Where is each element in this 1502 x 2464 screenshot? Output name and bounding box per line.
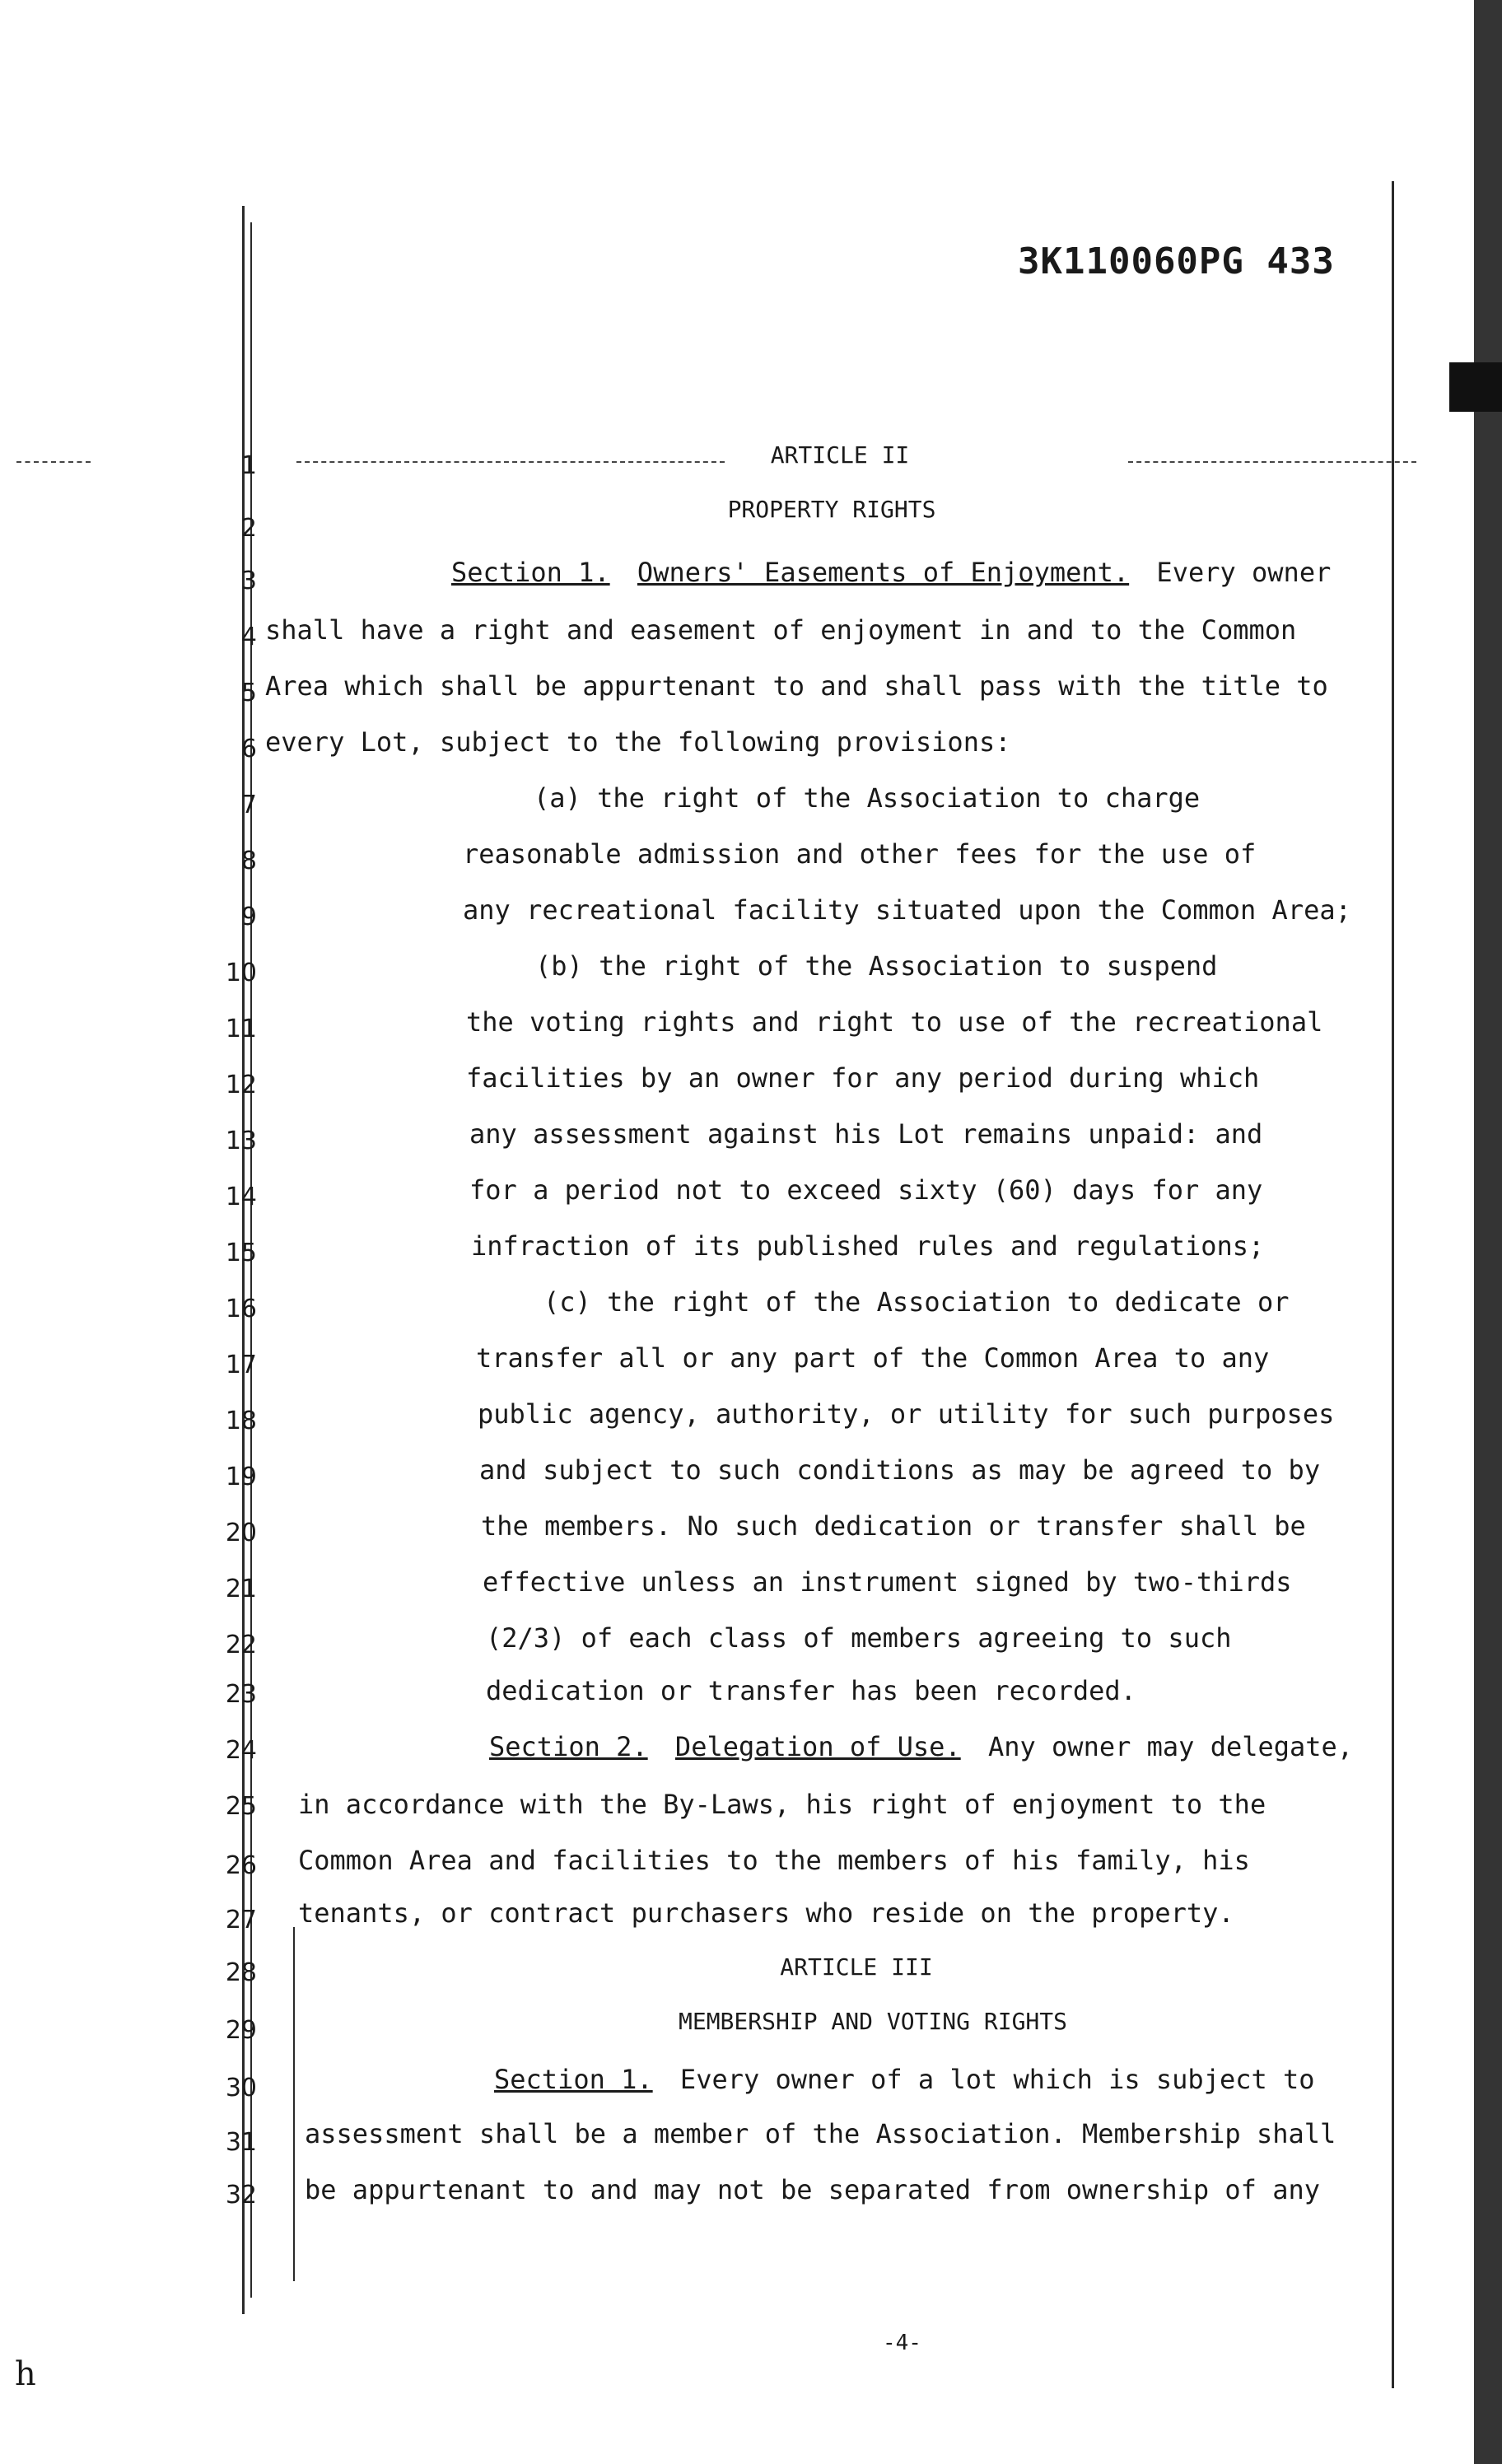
section-1-label: Section 1. (494, 2064, 653, 2095)
provision-a: (a) the right of the Association to charge (534, 782, 1201, 814)
line-number: 11 (225, 1015, 257, 1043)
line-number: 17 (225, 1351, 257, 1379)
section-label (489, 1731, 1353, 1762)
provision-c: (c) the right of the Association to dedicate or (543, 1286, 1290, 1318)
provision-text: any assessment against his Lot remains unpaid: and (469, 1118, 1263, 1150)
line-number: 15 (225, 1239, 257, 1267)
line-number: 9 (240, 903, 257, 931)
right-margin-rule (1392, 181, 1394, 2388)
section-label (494, 2064, 1315, 2095)
paragraph-text: Every owner of a lot which is subject to (679, 2064, 1315, 2095)
line-number: 5 (240, 679, 257, 707)
line-number: 2 (240, 514, 257, 543)
line-number: 12 (225, 1071, 257, 1099)
line-number: 3 (240, 567, 257, 595)
provision-text: for a period not to exceed sixty (60) days for any (469, 1174, 1263, 1206)
provision-text: and subject to such conditions as may be agreed to by (479, 1454, 1321, 1486)
header-dash-right (1128, 461, 1416, 463)
line-number: 25 (225, 1792, 257, 1821)
article-title: PROPERTY RIGHTS (727, 496, 936, 523)
provision-text: infraction of its published rules and regulations; (471, 1230, 1265, 1262)
section-2-title: Delegation of Use. (674, 1731, 961, 1762)
header-dash-left (296, 461, 725, 463)
article-heading: ARTICLE II (770, 441, 910, 469)
provision-text: the voting rights and right to use of the recreational (466, 1006, 1323, 1038)
line-number: 21 (225, 1575, 257, 1603)
line-number: 29 (225, 2016, 257, 2045)
left-edge-dash (16, 461, 91, 463)
line-number: 8 (240, 847, 257, 875)
section-2-label: Section 2. (489, 1731, 648, 1762)
paragraph-text: Any owner may delegate, (987, 1731, 1354, 1762)
line-number: 23 (225, 1680, 257, 1709)
line-number: 7 (240, 791, 257, 819)
section-1-label: Section 1. (451, 557, 610, 588)
paragraph-text: shall have a right and easement of enjoyment in and to the Common (265, 614, 1297, 646)
provision-text: the members. No such dedication or transfer shall be (481, 1510, 1306, 1542)
line-number: 13 (225, 1127, 257, 1155)
provision-text: (2/3) of each class of members agreeing to such (486, 1622, 1232, 1654)
line-number: 26 (225, 1851, 257, 1880)
paragraph-text: Area which shall be appurtenant to and shall pass with the title to (265, 670, 1328, 702)
provision-b: (b) the right of the Association to suspend (535, 950, 1218, 982)
section-1-title: Owners' Easements of Enjoyment. (637, 557, 1130, 588)
provision-text: public agency, authority, or utility for such purposes (478, 1398, 1335, 1430)
line-number: 6 (240, 735, 257, 763)
provision-text: effective unless an instrument signed by two-thirds (483, 1566, 1292, 1598)
section-label (451, 557, 1331, 588)
line-number: 19 (225, 1463, 257, 1491)
article-heading: ARTICLE III (780, 1953, 933, 1981)
line-number: 1 (240, 451, 257, 480)
page-number: -4- (883, 2331, 921, 2355)
margin-mark: h (15, 2355, 36, 2393)
paragraph-text: Common Area and facilities to the members of his family, his (298, 1845, 1250, 1876)
line-number: 18 (225, 1407, 257, 1435)
provision-text: transfer all or any part of the Common Area to any (476, 1342, 1270, 1374)
line-number: 30 (225, 2074, 257, 2102)
line-number: 24 (225, 1736, 257, 1765)
line-number: 20 (225, 1519, 257, 1547)
provision-text: reasonable admission and other fees for the use of (463, 838, 1257, 870)
paragraph-text: be appurtenant to and may not be separated from ownership of any (305, 2174, 1320, 2205)
line-number: 22 (225, 1631, 257, 1659)
line-number: 16 (225, 1295, 257, 1323)
paragraph-text: tenants, or contract purchasers who reside on the property. (298, 1897, 1234, 1929)
provision-text: dedication or transfer has been recorded. (486, 1675, 1136, 1706)
paragraph-text: in accordance with the By-Laws, his right of enjoyment to the (298, 1789, 1266, 1820)
line-number: 4 (240, 623, 257, 651)
provision-text: facilities by an owner for any period during which (466, 1062, 1260, 1094)
left-margin-rule-third (293, 1927, 295, 2281)
scan-edge-notch (1449, 362, 1502, 412)
article-title: MEMBERSHIP AND VOTING RIGHTS (678, 2008, 1067, 2035)
line-number: 14 (225, 1183, 257, 1211)
line-number: 32 (225, 2181, 257, 2210)
line-number: 27 (225, 1906, 257, 1934)
line-number: 28 (225, 1958, 257, 1987)
paragraph-text: every Lot, subject to the following provisions: (265, 726, 1011, 758)
paragraph-text: assessment shall be a member of the Association. Membership shall (305, 2118, 1336, 2149)
provision-text: any recreational facility situated upon the Common Area; (463, 894, 1351, 926)
line-number: 10 (225, 959, 257, 987)
record-stamp: 3K110060PG 433 (1018, 240, 1335, 282)
paragraph-text: Every owner (1156, 557, 1332, 588)
line-number: 31 (225, 2128, 257, 2157)
